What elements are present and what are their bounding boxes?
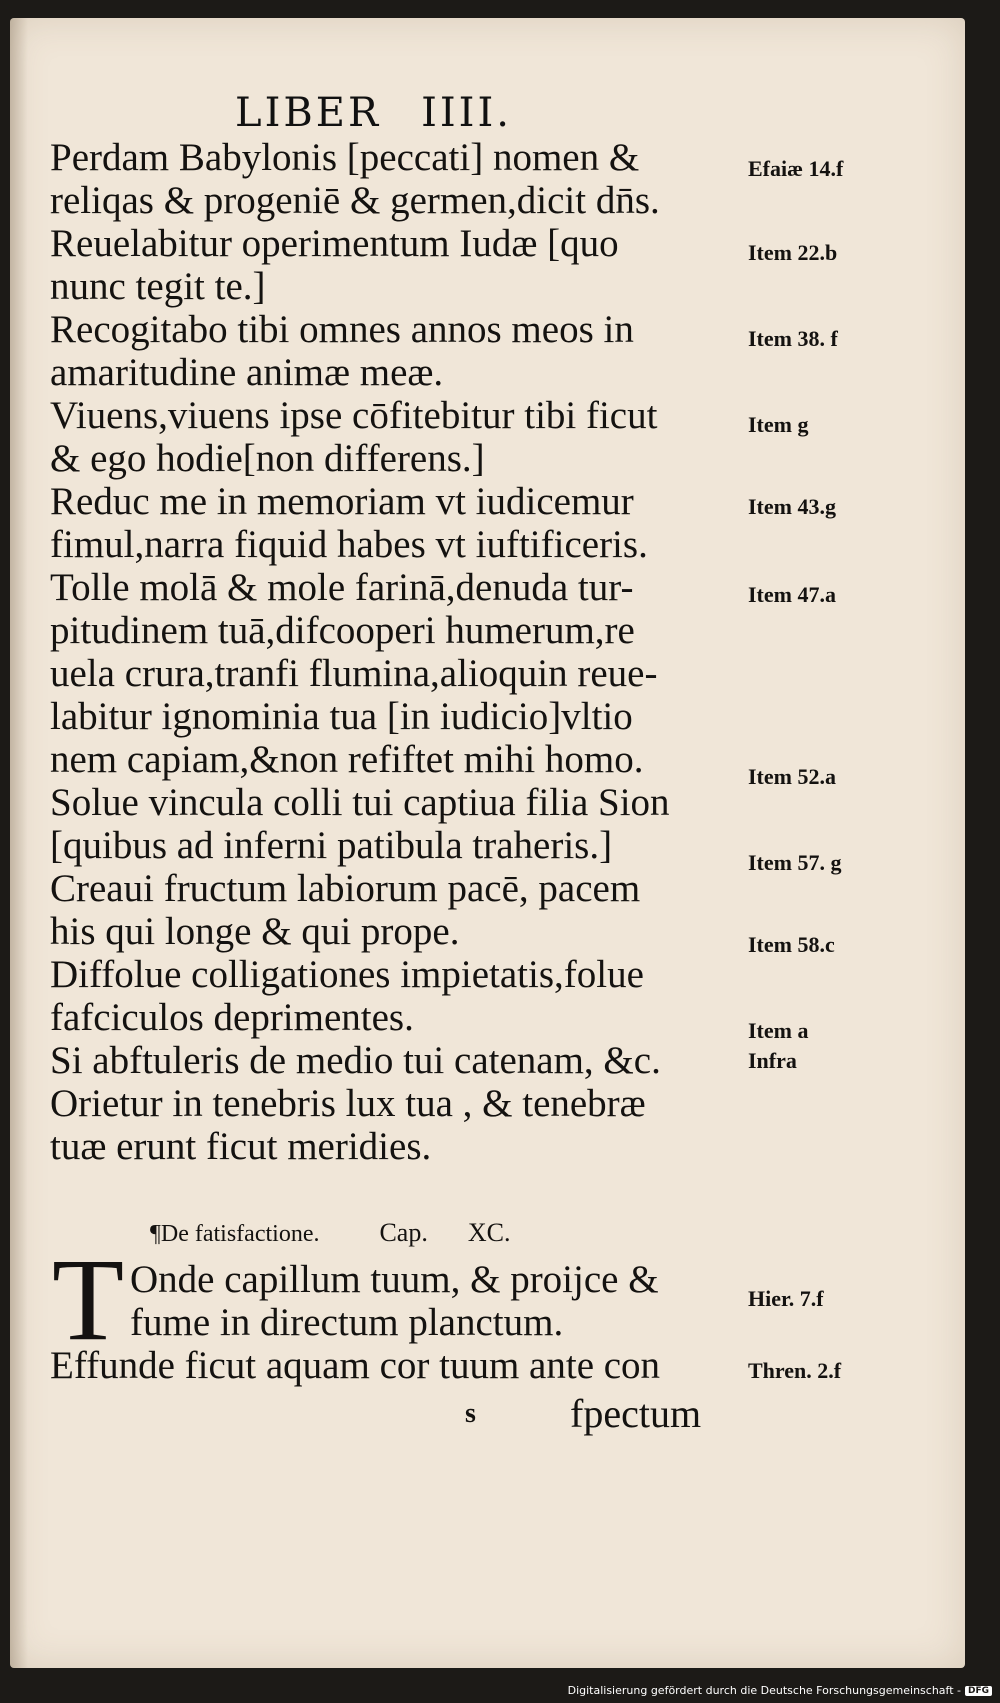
text-line: fafciculos deprimentes.: [50, 996, 414, 1039]
text-line: nem capiam,&non refiftet mihi homo.: [50, 738, 644, 781]
margin-note: Item 52.a: [748, 764, 836, 789]
chapter-paragraph: [130, 1258, 750, 1344]
margin-note: Item 43.g: [748, 494, 836, 519]
text-line: [quibus ad inferni patibula traheris.]: [50, 824, 613, 867]
margin-note: Infra: [748, 1048, 797, 1073]
text-line: amaritudine animæ meæ.: [50, 351, 444, 394]
margin-note: Item 58.c: [748, 932, 835, 957]
text-line: fimul,narra fiquid habes vt iuftificeris.: [50, 523, 648, 566]
header-liber: LIBER: [235, 90, 382, 136]
chapter-title: ¶De fatisfactione.: [150, 1221, 320, 1247]
running-header: [235, 90, 512, 136]
drop-cap-initial: T: [52, 1234, 125, 1365]
text-line: Si abftuleris de medio tui catenam, &c.: [50, 1039, 661, 1082]
margin-note: Item 47.a: [748, 582, 836, 607]
text-line: Reduc me in memoriam vt iudicemur: [50, 480, 634, 523]
book-page: [10, 18, 965, 1668]
margin-note: Efaiæ 14.f: [748, 156, 844, 181]
text-line: Recogitabo tibi omnes annos meos in: [50, 308, 634, 351]
margin-note: Item 22.b: [748, 240, 838, 265]
catchword: fpectum: [570, 1391, 702, 1436]
margin-note: Thren. 2.f: [748, 1358, 842, 1383]
margin-note: Item 57. g: [748, 850, 842, 875]
margin-note: Item 38. f: [748, 326, 838, 351]
text-line: Diffolue colligationes impietatis,folue: [50, 953, 644, 996]
digitization-credit: [568, 1684, 992, 1697]
text-line: Reuelabitur operimentum Iudæ [quo: [50, 222, 619, 265]
text-line: labitur ignominia tua [in iudicio]vltio: [50, 695, 633, 738]
text-line: Viuens,viuens ipse cōfitebitur tibi ficut: [50, 394, 658, 437]
margin-note: Item a: [748, 1018, 809, 1043]
text-line: Perdam Babylonis [peccati] nomen &: [50, 136, 640, 179]
dfg-logo: DFG: [965, 1686, 992, 1696]
text-line: Tolle molā & mole farinā,denuda tur-: [50, 566, 634, 609]
text-line: reliqas & progeniē & germen,dicit dn̄s.: [50, 179, 660, 222]
text-line: uela crura,tranfi flumina,alioquin reue-: [50, 652, 658, 695]
text-line: Effunde ficut aquam cor tuum ante con: [50, 1344, 661, 1387]
text-line: tuæ erunt ficut meridies.: [50, 1125, 432, 1168]
chapter-number: XC.: [467, 1218, 511, 1247]
signature-mark: s: [465, 1398, 476, 1429]
credit-text: Digitalisierung gefördert durch die Deutsche Forschungsgemeinschaft -: [567, 1684, 961, 1697]
header-book-number: IIII.: [421, 90, 512, 136]
margin-note: Hier. 7.f: [748, 1286, 824, 1311]
chapter-heading: [150, 1218, 510, 1248]
text-line: nunc tegit te.]: [50, 265, 266, 308]
text-line: Onde capillum tuum, & proijce &: [130, 1258, 659, 1301]
text-line: pitudinem tuā,difcooperi humerum,re: [50, 609, 635, 652]
chapter-paragraph: [50, 1344, 740, 1387]
text-line: & ego hodie[non differens.]: [50, 437, 485, 480]
text-line: fume in directum planctum.: [130, 1301, 564, 1344]
text-line: Creaui fructum labiorum pacē, pacem: [50, 867, 641, 910]
text-line: Solue vincula colli tui captiua filia Sion: [50, 781, 670, 824]
text-line: Orietur in tenebris lux tua , & tenebræ: [50, 1082, 646, 1125]
margin-note: Item g: [748, 412, 809, 437]
text-line: his qui longe & qui prope.: [50, 910, 460, 953]
chapter-cap-label: Cap.: [379, 1218, 428, 1247]
main-text-block: [50, 136, 740, 1168]
